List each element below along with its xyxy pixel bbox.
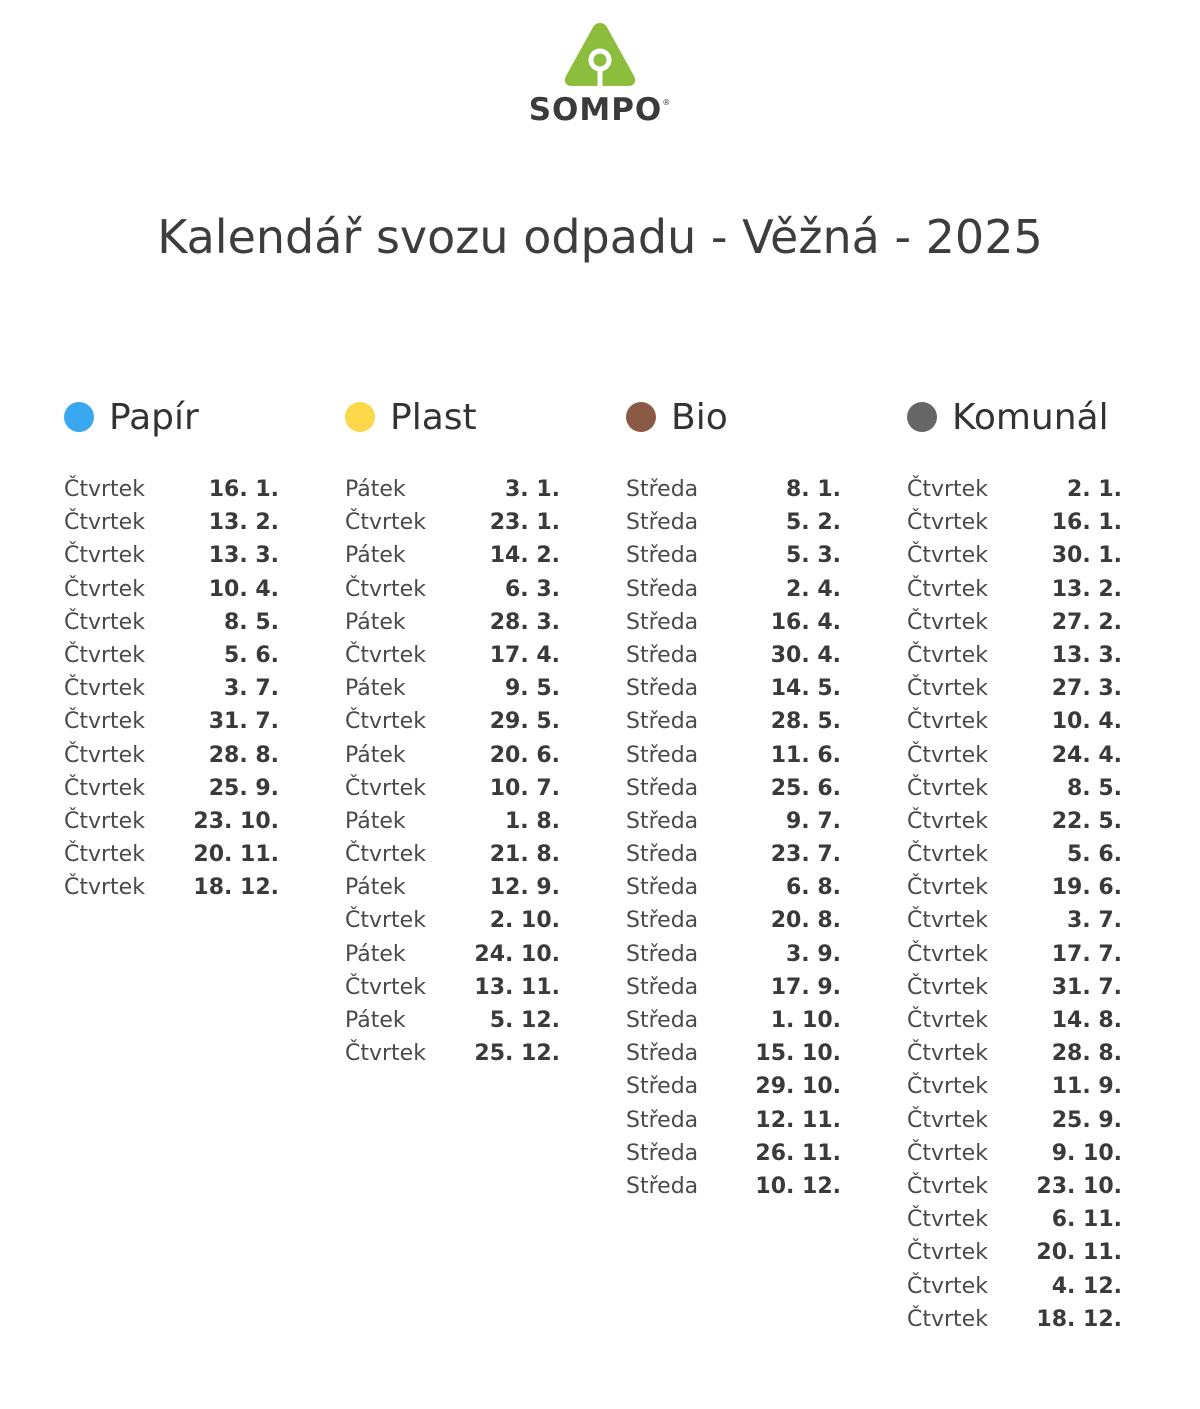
pickup-date: 5. 3.: [786, 543, 841, 569]
list-item: [907, 705, 1122, 738]
list-item: [64, 506, 279, 539]
pickup-date: 13. 3.: [208, 543, 279, 569]
weekday: Čtvrtek: [907, 875, 988, 901]
column-header: [345, 395, 560, 439]
weekday: Čtvrtek: [907, 1107, 988, 1133]
pickup-date: 31. 7.: [208, 709, 279, 735]
pickup-date: 9. 7.: [786, 808, 841, 834]
pickup-date: 1. 8.: [505, 808, 560, 834]
weekday: Čtvrtek: [64, 808, 145, 834]
list-item: [64, 705, 279, 738]
weekday: Středa: [626, 1140, 699, 1166]
list-item: [345, 971, 560, 1004]
weekday: Čtvrtek: [345, 510, 426, 536]
pickup-date: 23. 10.: [193, 808, 279, 834]
list-item: [345, 573, 560, 606]
pickup-date: 12. 11.: [755, 1107, 841, 1133]
list-item: [345, 739, 560, 772]
column-title: Bio: [671, 396, 728, 438]
weekday: Středa: [626, 775, 699, 801]
weekday: Pátek: [345, 941, 406, 967]
date-list: [345, 473, 560, 1070]
pickup-date: 13. 2.: [208, 510, 279, 536]
list-item: [907, 838, 1122, 871]
pickup-date: 25. 9.: [1051, 1107, 1122, 1133]
pickup-date: 17. 7.: [1051, 941, 1122, 967]
list-item: [907, 805, 1122, 838]
list-item: [907, 1137, 1122, 1170]
weekday: Čtvrtek: [345, 1041, 426, 1067]
pickup-date: 23. 7.: [770, 842, 841, 868]
pickup-date: 10. 12.: [755, 1173, 841, 1199]
pickup-date: 20. 8.: [770, 908, 841, 934]
weekday: Čtvrtek: [907, 1306, 988, 1332]
list-item: [626, 573, 841, 606]
list-item: [626, 606, 841, 639]
pickup-date: 4. 12.: [1051, 1273, 1122, 1299]
pickup-date: 14. 8.: [1051, 1008, 1122, 1033]
weekday: Čtvrtek: [907, 1074, 988, 1100]
list-item: [626, 506, 841, 539]
pickup-date: 5. 6.: [224, 642, 279, 668]
weekday: Čtvrtek: [345, 974, 426, 1000]
list-item: [64, 838, 279, 871]
weekday: Čtvrtek: [907, 1140, 988, 1166]
pickup-date: 3. 7.: [224, 676, 279, 702]
weekday: Pátek: [345, 808, 406, 834]
weekday: Čtvrtek: [64, 510, 145, 536]
list-item: [626, 1170, 841, 1203]
list-item: [907, 1203, 1122, 1236]
list-item: [345, 672, 560, 705]
pickup-date: 11. 6.: [770, 742, 841, 768]
weekday: Čtvrtek: [64, 609, 145, 635]
weekday: Středa: [626, 941, 699, 967]
weekday: Středa: [626, 477, 699, 502]
pickup-date: 2. 1.: [1067, 477, 1122, 502]
pickup-date: 8. 1.: [786, 477, 841, 502]
list-item: [345, 639, 560, 672]
list-item: [907, 573, 1122, 606]
weekday: Čtvrtek: [345, 642, 426, 668]
waste-color-dot-icon: [907, 402, 937, 432]
pickup-date: 28. 5.: [770, 709, 841, 735]
weekday: Středa: [626, 808, 699, 834]
pickup-date: 18. 12.: [193, 875, 279, 901]
pickup-date: 5. 6.: [1067, 842, 1122, 868]
pickup-date: 26. 11.: [755, 1140, 841, 1166]
list-item: [64, 805, 279, 838]
pickup-date: 6. 11.: [1051, 1207, 1122, 1233]
pickup-date: 24. 10.: [474, 941, 560, 967]
list-item: [626, 539, 841, 572]
list-item: [626, 739, 841, 772]
weekday: Středa: [626, 1173, 699, 1199]
weekday: Pátek: [345, 1008, 406, 1033]
weekday: Čtvrtek: [345, 908, 426, 934]
weekday: Čtvrtek: [64, 709, 145, 735]
pickup-date: 16. 1.: [208, 477, 279, 502]
list-item: [626, 1037, 841, 1070]
column-title: Plast: [390, 396, 477, 438]
weekday: Čtvrtek: [64, 676, 145, 702]
weekday: Čtvrtek: [907, 974, 988, 1000]
waste-color-dot-icon: [345, 402, 375, 432]
pickup-date: 3. 1.: [505, 477, 560, 502]
weekday: Středa: [626, 842, 699, 868]
weekday: Středa: [626, 974, 699, 1000]
list-item: [907, 1104, 1122, 1137]
list-item: [626, 639, 841, 672]
weekday: Čtvrtek: [907, 642, 988, 668]
pickup-date: 21. 8.: [489, 842, 560, 868]
weekday: Čtvrtek: [907, 742, 988, 768]
list-item: [626, 971, 841, 1004]
weekday: Čtvrtek: [907, 842, 988, 868]
pickup-date: 28. 8.: [208, 742, 279, 768]
weekday: Čtvrtek: [64, 842, 145, 868]
pickup-date: 25. 12.: [474, 1041, 560, 1067]
list-item: [345, 506, 560, 539]
weekday: Čtvrtek: [64, 543, 145, 569]
pickup-date: 13. 3.: [1051, 642, 1122, 668]
weekday: Středa: [626, 510, 699, 536]
list-item: [907, 473, 1122, 506]
list-item: [345, 1037, 560, 1070]
pickup-date: 3. 9.: [786, 941, 841, 967]
pickup-date: 27. 3.: [1051, 676, 1122, 702]
weekday: Čtvrtek: [907, 908, 988, 934]
list-item: [626, 1104, 841, 1137]
weekday: Čtvrtek: [907, 709, 988, 735]
weekday: Středa: [626, 908, 699, 934]
pickup-date: 22. 5.: [1051, 808, 1122, 834]
page-title: Kalendář svozu odpadu - Věžná - 2025: [157, 210, 1043, 264]
list-item: [345, 473, 560, 506]
weekday: Středa: [626, 642, 699, 668]
list-item: [907, 1270, 1122, 1303]
column-komunál: [907, 395, 1122, 1336]
list-item: [907, 871, 1122, 904]
list-item: [907, 506, 1122, 539]
list-item: [626, 1070, 841, 1103]
list-item: [64, 871, 279, 904]
weekday: Čtvrtek: [345, 709, 426, 735]
weekday: Čtvrtek: [907, 1041, 988, 1067]
weekday: Čtvrtek: [64, 742, 145, 768]
pickup-date: 20. 11.: [1036, 1240, 1122, 1266]
list-item: [64, 772, 279, 805]
pickup-date: 29. 10.: [755, 1074, 841, 1100]
pickup-date: 23. 10.: [1036, 1173, 1122, 1199]
list-item: [626, 705, 841, 738]
list-item: [907, 539, 1122, 572]
pickup-date: 19. 6.: [1051, 875, 1122, 901]
list-item: [345, 772, 560, 805]
pickup-date: 5. 2.: [786, 510, 841, 536]
list-item: [345, 938, 560, 971]
pickup-date: 20. 6.: [489, 742, 560, 768]
list-item: [907, 1236, 1122, 1269]
weekday: Středa: [626, 1041, 699, 1067]
pickup-date: 29. 5.: [489, 709, 560, 735]
pickup-date: 1. 10.: [770, 1008, 841, 1033]
weekday: Čtvrtek: [64, 875, 145, 901]
list-item: [626, 1004, 841, 1037]
pickup-date: 23. 1.: [489, 510, 560, 536]
logo-text: SOMPO: [528, 92, 663, 128]
weekday: Středa: [626, 709, 699, 735]
weekday: Čtvrtek: [64, 775, 145, 801]
pickup-date: 14. 5.: [770, 676, 841, 702]
pickup-date: 16. 4.: [770, 609, 841, 635]
list-item: [907, 739, 1122, 772]
weekday: Středa: [626, 609, 699, 635]
weekday: Pátek: [345, 543, 406, 569]
weekday: Pátek: [345, 477, 406, 502]
pickup-date: 8. 5.: [224, 609, 279, 635]
pickup-date: 31. 7.: [1051, 974, 1122, 1000]
pickup-date: 9. 10.: [1051, 1140, 1122, 1166]
list-item: [345, 1004, 560, 1037]
list-item: [64, 739, 279, 772]
list-item: [907, 672, 1122, 705]
pickup-date: 28. 8.: [1051, 1041, 1122, 1067]
list-item: [64, 672, 279, 705]
weekday: Čtvrtek: [345, 576, 426, 602]
weekday: Středa: [626, 1107, 699, 1133]
weekday: Čtvrtek: [345, 842, 426, 868]
list-item: [64, 539, 279, 572]
list-item: [345, 705, 560, 738]
pickup-date: 13. 11.: [474, 974, 560, 1000]
pickup-date: 3. 7.: [1067, 908, 1122, 934]
list-item: [626, 871, 841, 904]
list-item: [907, 904, 1122, 937]
list-item: [345, 838, 560, 871]
date-list: [626, 473, 841, 1203]
pickup-date: 30. 1.: [1051, 543, 1122, 569]
weekday: Čtvrtek: [907, 775, 988, 801]
list-item: [907, 606, 1122, 639]
date-list: [907, 473, 1122, 1336]
column-header: [907, 395, 1122, 439]
weekday: Čtvrtek: [907, 1008, 988, 1033]
pickup-date: 20. 11.: [193, 842, 279, 868]
weekday: Čtvrtek: [907, 1273, 988, 1299]
list-item: [64, 573, 279, 606]
weekday: Čtvrtek: [907, 510, 988, 536]
weekday: Středa: [626, 875, 699, 901]
list-item: [64, 473, 279, 506]
waste-color-dot-icon: [626, 402, 656, 432]
list-item: [64, 639, 279, 672]
list-item: [345, 871, 560, 904]
list-item: [907, 1070, 1122, 1103]
list-item: [64, 606, 279, 639]
pickup-date: 17. 9.: [770, 974, 841, 1000]
column-header: [626, 395, 841, 439]
pickup-date: 30. 4.: [770, 642, 841, 668]
weekday: Čtvrtek: [907, 1173, 988, 1199]
list-item: [907, 639, 1122, 672]
list-item: [907, 772, 1122, 805]
list-item: [907, 971, 1122, 1004]
list-item: [345, 805, 560, 838]
weekday: Čtvrtek: [64, 477, 145, 502]
column-plast: [345, 395, 560, 1070]
weekday: Čtvrtek: [907, 808, 988, 834]
list-item: [626, 1137, 841, 1170]
weekday: Čtvrtek: [907, 543, 988, 569]
pickup-date: 13. 2.: [1051, 576, 1122, 602]
pickup-date: 18. 12.: [1036, 1306, 1122, 1332]
date-list: [64, 473, 279, 904]
weekday: Pátek: [345, 676, 406, 702]
pickup-date: 2. 10.: [489, 908, 560, 934]
weekday: Pátek: [345, 609, 406, 635]
list-item: [907, 938, 1122, 971]
weekday: Středa: [626, 676, 699, 702]
pickup-date: 17. 4.: [489, 642, 560, 668]
weekday: Čtvrtek: [907, 477, 988, 502]
weekday: Čtvrtek: [907, 676, 988, 702]
weekday: Pátek: [345, 742, 406, 768]
pickup-date: 15. 10.: [755, 1041, 841, 1067]
list-item: [626, 938, 841, 971]
weekday: Čtvrtek: [907, 941, 988, 967]
pickup-date: 10. 7.: [489, 775, 560, 801]
list-item: [907, 1004, 1122, 1037]
column-title: Papír: [109, 396, 199, 438]
list-item: [907, 1037, 1122, 1070]
pickup-date: 14. 2.: [489, 543, 560, 569]
column-bio: [626, 395, 841, 1203]
list-item: [626, 672, 841, 705]
weekday: Čtvrtek: [64, 642, 145, 668]
weekday: Pátek: [345, 875, 406, 901]
weekday: Středa: [626, 1074, 699, 1100]
pickup-date: 6. 3.: [505, 576, 560, 602]
weekday: Čtvrtek: [64, 576, 145, 602]
weekday: Čtvrtek: [345, 775, 426, 801]
pickup-date: 2. 4.: [786, 576, 841, 602]
weekday: Čtvrtek: [907, 576, 988, 602]
pickup-date: 25. 6.: [770, 775, 841, 801]
logo-wordmark: [0, 92, 1200, 128]
weekday: Středa: [626, 543, 699, 569]
pickup-date: 9. 5.: [505, 676, 560, 702]
weekday: Čtvrtek: [907, 1240, 988, 1266]
weekday: Středa: [626, 576, 699, 602]
pickup-date: 16. 1.: [1051, 510, 1122, 536]
list-item: [626, 838, 841, 871]
list-item: [907, 1170, 1122, 1203]
list-item: [626, 473, 841, 506]
registered-mark: ®: [662, 98, 672, 107]
pickup-date: 24. 4.: [1051, 742, 1122, 768]
list-item: [345, 904, 560, 937]
weekday: Středa: [626, 1008, 699, 1033]
list-item: [626, 805, 841, 838]
column-header: [64, 395, 279, 439]
weekday: Čtvrtek: [907, 609, 988, 635]
pickup-date: 10. 4.: [208, 576, 279, 602]
list-item: [345, 539, 560, 572]
pickup-date: 25. 9.: [208, 775, 279, 801]
pickup-date: 11. 9.: [1051, 1074, 1122, 1100]
pickup-date: 6. 8.: [786, 875, 841, 901]
pickup-date: 12. 9.: [489, 875, 560, 901]
weekday: Středa: [626, 742, 699, 768]
sompo-logo-icon: [562, 20, 638, 88]
pickup-date: 5. 12.: [489, 1008, 560, 1033]
pickup-date: 27. 2.: [1051, 609, 1122, 635]
column-title: Komunál: [952, 396, 1109, 438]
pickup-date: 10. 4.: [1051, 709, 1122, 735]
waste-color-dot-icon: [64, 402, 94, 432]
pickup-date: 8. 5.: [1067, 775, 1122, 801]
pickup-date: 28. 3.: [489, 609, 560, 635]
list-item: [626, 904, 841, 937]
list-item: [345, 606, 560, 639]
weekday: Čtvrtek: [907, 1207, 988, 1233]
list-item: [626, 772, 841, 805]
logo: [0, 20, 1200, 128]
column-papír: [64, 395, 279, 904]
list-item: [907, 1303, 1122, 1336]
